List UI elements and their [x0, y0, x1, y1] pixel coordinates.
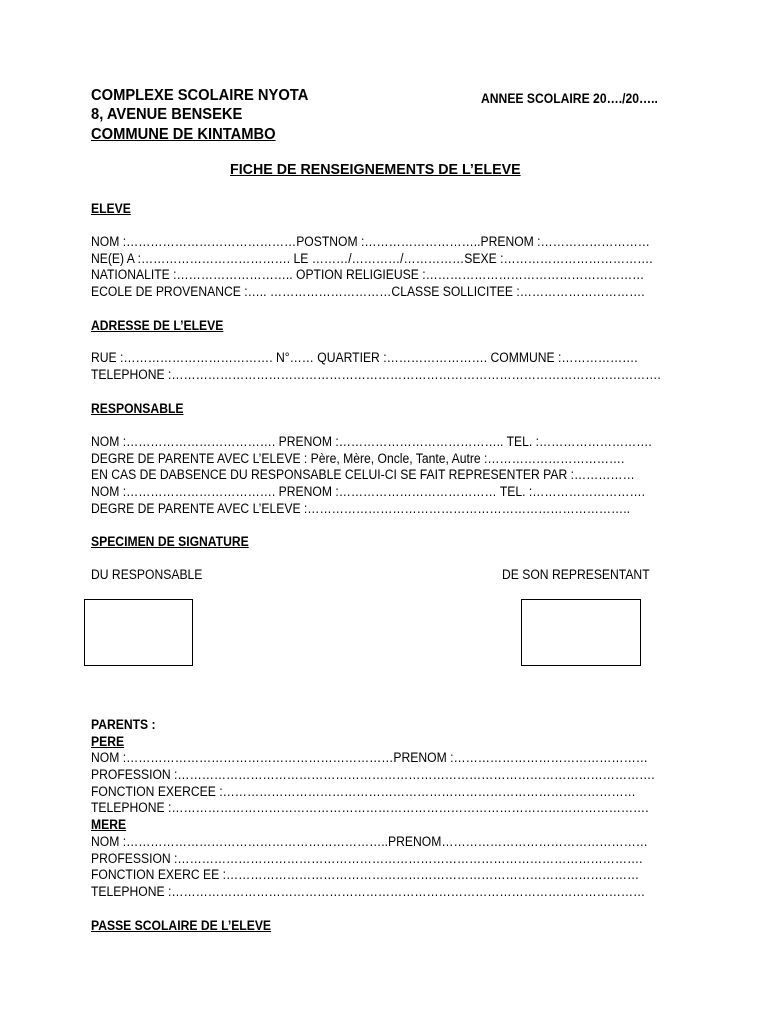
mere-line: PROFESSION :……………………………………………………………………………………………………. [91, 851, 643, 866]
mere-heading: MERE [91, 817, 127, 832]
eleve-line: NATIONALITE :……………………….. OPTION RELIGIEUSE :……………………………………………… [91, 267, 645, 282]
school-year: ANNEE SCOLAIRE 20…./20….. [481, 91, 658, 106]
eleve-line: NOM :……………………………………POSTNOM :………………………..PRENOM :……………………… [91, 234, 650, 249]
adresse-heading: ADRESSE DE L’ELEVE [91, 318, 224, 333]
pere-line: TELEPHONE :………………………………………………………………………………………………………. [91, 800, 649, 815]
school-commune: COMMUNE DE KINTAMBO [91, 126, 276, 143]
school-name: COMPLEXE SCOLAIRE NYOTA [91, 87, 309, 104]
responsable-line: NOM :………………………………. PRENOM :………………………………….. TEL. :………………………. [91, 434, 652, 449]
responsable-line: DEGRE DE PARENTE AVEC L’ELEVE :…………………………………………………………………….. [91, 501, 630, 516]
eleve-line: ECOLE DE PROVENANCE :….. …………………………CLASSE SOLLICITEE :…………………………. [91, 284, 645, 299]
pere-heading: PERE [91, 734, 125, 749]
responsable-heading: RESPONSABLE [91, 401, 184, 416]
mere-line: NOM :………………………………………………………..PRENOM…………………………………………… [91, 834, 648, 849]
signature-heading: SPECIMEN DE SIGNATURE [91, 534, 249, 549]
eleve-line: NE(E) A :………………………………. LE ………/…………/……………SEXE :………………………………. [91, 251, 653, 266]
adresse-line: TELEPHONE :…………………………………………………………………………………………………………. [91, 367, 661, 382]
signature-right-label: DE SON REPRESENTANT [502, 567, 650, 582]
eleve-heading: ELEVE [91, 201, 131, 216]
page-title: FICHE DE RENSEIGNEMENTS DE L’ELEVE [230, 161, 521, 178]
signature-box-responsable[interactable] [84, 599, 193, 666]
responsable-line: EN CAS DE DABSENCE DU RESPONSABLE CELUI-CI SE FAIT REPRESENTER PAR :…………… [91, 467, 635, 482]
mere-line: FONCTION EXERC EE :………………………………………………………………………………………… [91, 867, 640, 882]
mere-line: TELEPHONE :……………………………………………………………………………………………………… [91, 884, 646, 899]
passe-heading: PASSE SCOLAIRE DE L’ELEVE [91, 918, 272, 933]
parents-heading: PARENTS : [91, 717, 156, 732]
signature-left-label: DU RESPONSABLE [91, 567, 203, 582]
responsable-line: DEGRE DE PARENTE AVEC L’ELEVE : Père, Mère, Oncle, Tante, Autre :……………………………. [91, 451, 625, 466]
signature-box-representant[interactable] [521, 599, 641, 666]
pere-line: PROFESSION :………………………………………………………………………………………………………. [91, 767, 655, 782]
responsable-line: NOM :………………………………. PRENOM :………………………………… TEL. :………………………. [91, 484, 645, 499]
pere-line: NOM :…………………………………………………………PRENOM :………………………………………… [91, 750, 648, 765]
pere-line: FONCTION EXERCEE :………………………………………………………………………………………… [91, 784, 636, 799]
school-address: 8, AVENUE BENSEKE [91, 106, 243, 123]
adresse-line: RUE :………………………………. N°…… QUARTIER :……………………. COMMUNE :………………. [91, 350, 638, 365]
